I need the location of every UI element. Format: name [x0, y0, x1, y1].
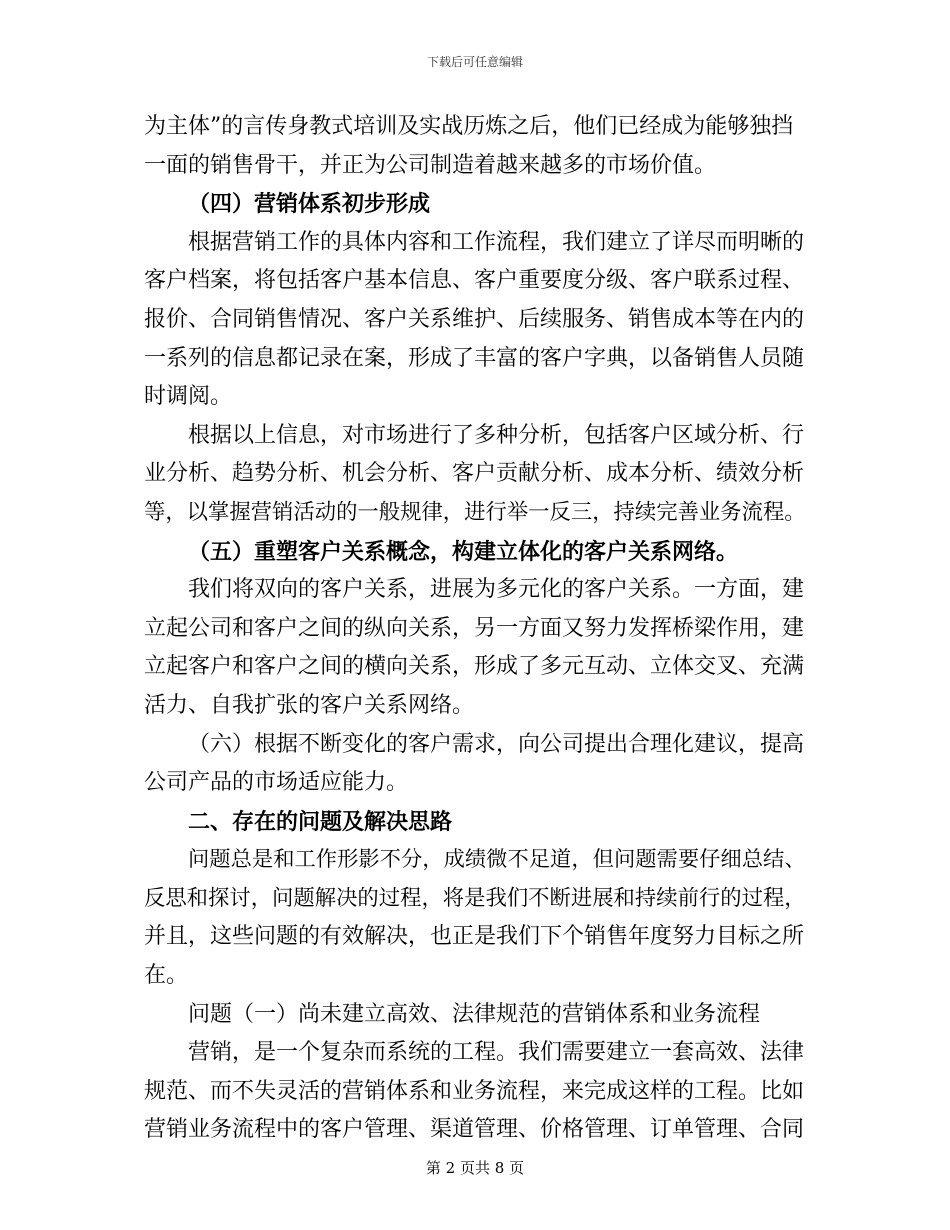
document-body [144, 108, 806, 1150]
text-line: 时调阅。 [144, 384, 233, 410]
text-line: 根据营销工作的具体内容和工作流程，我们建立了详尽而明晰的 [188, 229, 805, 255]
text-line: 等，以掌握营销活动的一般规律，进行举一反三，持续完善业务流程。 [144, 499, 806, 525]
page-header: 下载后可任意编辑 [426, 55, 523, 69]
section-heading: （四）营销体系初步形成 [188, 191, 431, 218]
text-line: 反思和探讨，问题解决的过程，将是我们不断进展和持续前行的过程， [144, 885, 806, 911]
text-line: 活力、自我扩张的客户关系网络。 [144, 692, 475, 718]
text-line: 我们将双向的客户关系，进展为多元化的客户关系。一方面，建 [188, 577, 805, 603]
text-line: 营销业务流程中的客户管理、渠道管理、价格管理、订单管理、合同 [144, 1117, 805, 1143]
page-footer: 第 2 页共 8 页 [425, 1159, 525, 1177]
text-line: 立起客户和客户之间的横向关系，形成了多元互动、立体交叉、充满 [144, 654, 805, 680]
text-line: 根据以上信息，对市场进行了多种分析，包括客户区域分析、行 [188, 422, 805, 448]
text-line: 公司产品的市场适应能力。 [144, 770, 409, 796]
text-line: 规范、而不失灵活的营销体系和业务流程，来完成这样的工程。比如 [144, 1078, 805, 1104]
text-line: 问题（一）尚未建立高效、法律规范的营销体系和业务流程 [188, 1001, 761, 1027]
text-line: 并且，这些问题的有效解决，也正是我们下个销售年度努力目标之所 [144, 924, 805, 950]
text-line: 报价、合同销售情况、客户关系维护、后续服务、销售成本等在内的 [144, 306, 805, 332]
text-line: 在。 [144, 963, 189, 989]
text-line: 营销，是一个复杂而系统的工程。我们需要建立一套高效、法律 [188, 1040, 805, 1066]
text-line: 为主体”的言传身教式培训及实战历炼之后，他们已经成为能够独挡 [144, 114, 794, 139]
text-line: 业分析、趋势分析、机会分析、客户贡献分析、成本分析、绩效分析 [144, 461, 805, 487]
text-line: 客户档案，将包括客户基本信息、客户重要度分级、客户联系过程、 [144, 268, 805, 294]
text-line: （六）根据不断变化的客户需求，向公司提出合理化建议，提高 [188, 731, 805, 757]
section-heading: 二、存在的问题及解决思路 [188, 808, 453, 835]
text-line: 问题总是和工作形影不分，成绩微不足道，但问题需要仔细总结、 [188, 847, 806, 873]
text-line: 一面的销售骨干，并正为公司制造着越来越多的市场价值。 [144, 152, 717, 178]
text-line: 立起公司和客户之间的纵向关系，另一方面又努力发挥桥梁作用，建 [144, 615, 805, 641]
text-line: 一系列的信息都记录在案，形成了丰富的客户字典，以备销售人员随 [144, 345, 805, 371]
section-heading: （五）重塑客户关系概念，构建立体化的客户关系网络。 [188, 538, 739, 565]
